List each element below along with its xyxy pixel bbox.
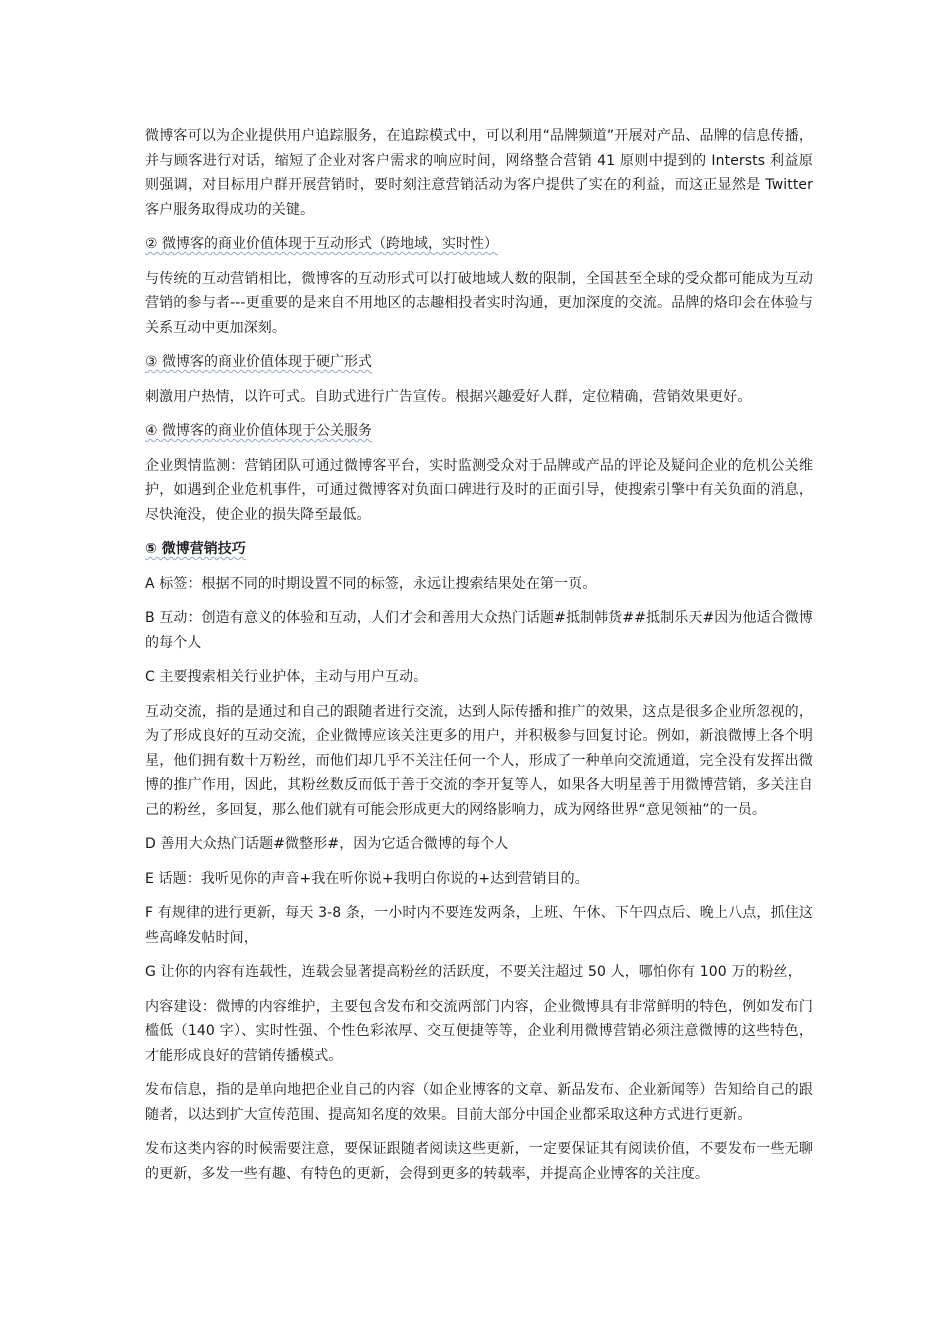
paragraph-publish-notes: 发布这类内容的时候需要注意，要保证跟随者阅读这些更新，一定要保证其有阅读价值，不要发布一些无聊的更新，多发一些有趣、有特色的更新，会得到更多的转载率，并提高企业博客的关注度。 xyxy=(145,1141,813,1182)
heading-text: ⑤ 微博营销技巧 xyxy=(145,541,246,557)
tip-g-serial-content: G 让你的内容有连载性，连载会显著提高粉丝的活跃度，不要关注超过 50 人，哪怕你有 100 万的粉丝， xyxy=(145,964,802,980)
paragraph-ad-promotion: 刺激用户热情，以许可式。自助式进行广告宣传。根据兴趣爱好人群，定位精确，营销效果更好。 xyxy=(145,388,752,405)
heading-text: ③ 微博客的商业价值体现于硬广形式 xyxy=(145,354,373,370)
tip-d-hot-topics: D 善用大众热门话题#微整形#，因为它适合微博的每个人 xyxy=(145,836,509,852)
paragraph-interaction-exchange: 互动交流，指的是通过和自己的跟随者进行交流，达到人际传播和推广的效果，这点是很多企业所忽视的，为了形成良好的互动交流，企业微博应该关注更多的用户，并积极参与回复讨论。例如，新浪微博上各个明星，他们拥有数十万粉丝，而他们却几乎不关注任何一个人，形成了一种单向交流通道，完全没有发挥出微博的推广作用，因此，其粉丝数反而低于善于交流的李开复等人，如果各大明星善于用微博营销，多关注自己的粉丝，多回复，那么他们就有可能会形成更大的网络影响力，成为网络世界“意见领袖”的一员。 xyxy=(145,703,813,818)
paragraph-tracking-service: 微博客可以为企业提供用户追踪服务，在追踪模式中，可以利用“品牌频道”开展对产品、品牌的信息传播，并与顾客进行对话，缩短了企业对客户需求的响应时间，网络整合营销 41 原则中提到的 Intersts 利益原则强调，对目标用户群开展营销时，要时刻注意营销活动为客户提供了实在的利益，而这正显然是 Twitter 客户服务取得成功的关键。 xyxy=(145,128,813,218)
heading-hard-ad-form xyxy=(145,350,813,375)
heading-pr-service xyxy=(145,419,813,444)
heading-marketing-tips xyxy=(145,537,813,562)
tip-e-topics: E 话题：我听见你的声音+我在听你说+我明白你说的+达到营销目的。 xyxy=(145,870,589,887)
tip-c-search: C 主要搜索相关行业护体，主动与用户互动。 xyxy=(145,669,428,685)
heading-text: ④ 微博客的商业价值体现于公关服务 xyxy=(145,423,373,439)
paragraph-publish-info: 发布信息，指的是单向地把企业自己的内容（如企业博客的文章、新品发布、企业新闻等）告知给自己的跟随者，以达到扩大宣传范围、提高知名度的效果。目前大部分中国企业都采取这种方式进行更新。 xyxy=(145,1082,813,1123)
paragraph-interactive-marketing: 与传统的互动营销相比，微博客的互动形式可以打破地域人数的限制，全国甚至全球的受众都可能成为互动营销的参与者---更重要的是来自不用地区的志趣相投者实时沟通，更加深度的交流。品牌的烙印会在体验与关系互动中更加深刻。 xyxy=(145,270,813,336)
tip-a-tags: A 标签：根据不同的时期设置不同的标签，永远让搜索结果处在第一页。 xyxy=(145,575,597,592)
tip-f-regular-update: F 有规律的进行更新，每天 3-8 条，一小时内不要连发两条，上班、午休、下午四点后、晚上八点，抓住这些高峰发帖时间， xyxy=(145,905,813,946)
tip-b-interaction: B 互动：创造有意义的体验和互动，人们才会和善用大众热门话题#抵制韩货##抵制乐天#因为他适合微博的每个人 xyxy=(145,610,813,651)
paragraph-content-building: 内容建设：微博的内容维护，主要包含发布和交流两部门内容，企业微博具有非常鲜明的特色，例如发布门槛低（140 字）、实时性强、个性色彩浓厚、交互便捷等等，企业利用微博营销必须注意微博的这些特色，才能形成良好的营销传播模式。 xyxy=(145,998,813,1064)
heading-text: ② 微博客的商业价值体现于互动形式（跨地域，实时性） xyxy=(145,236,498,252)
paragraph-public-opinion: 企业舆情监测：营销团队可通过微博客平台，实时监测受众对于品牌或产品的评论及疑问企业的危机公关维护，如遇到企业危机事件，可通过微博客对负面口碑进行及时的正面引导，使搜索引擎中有关负面的消息，尽快淹没，使企业的损失降至最低。 xyxy=(145,457,813,523)
heading-interactive-form xyxy=(145,232,813,257)
document-page xyxy=(145,124,813,1196)
